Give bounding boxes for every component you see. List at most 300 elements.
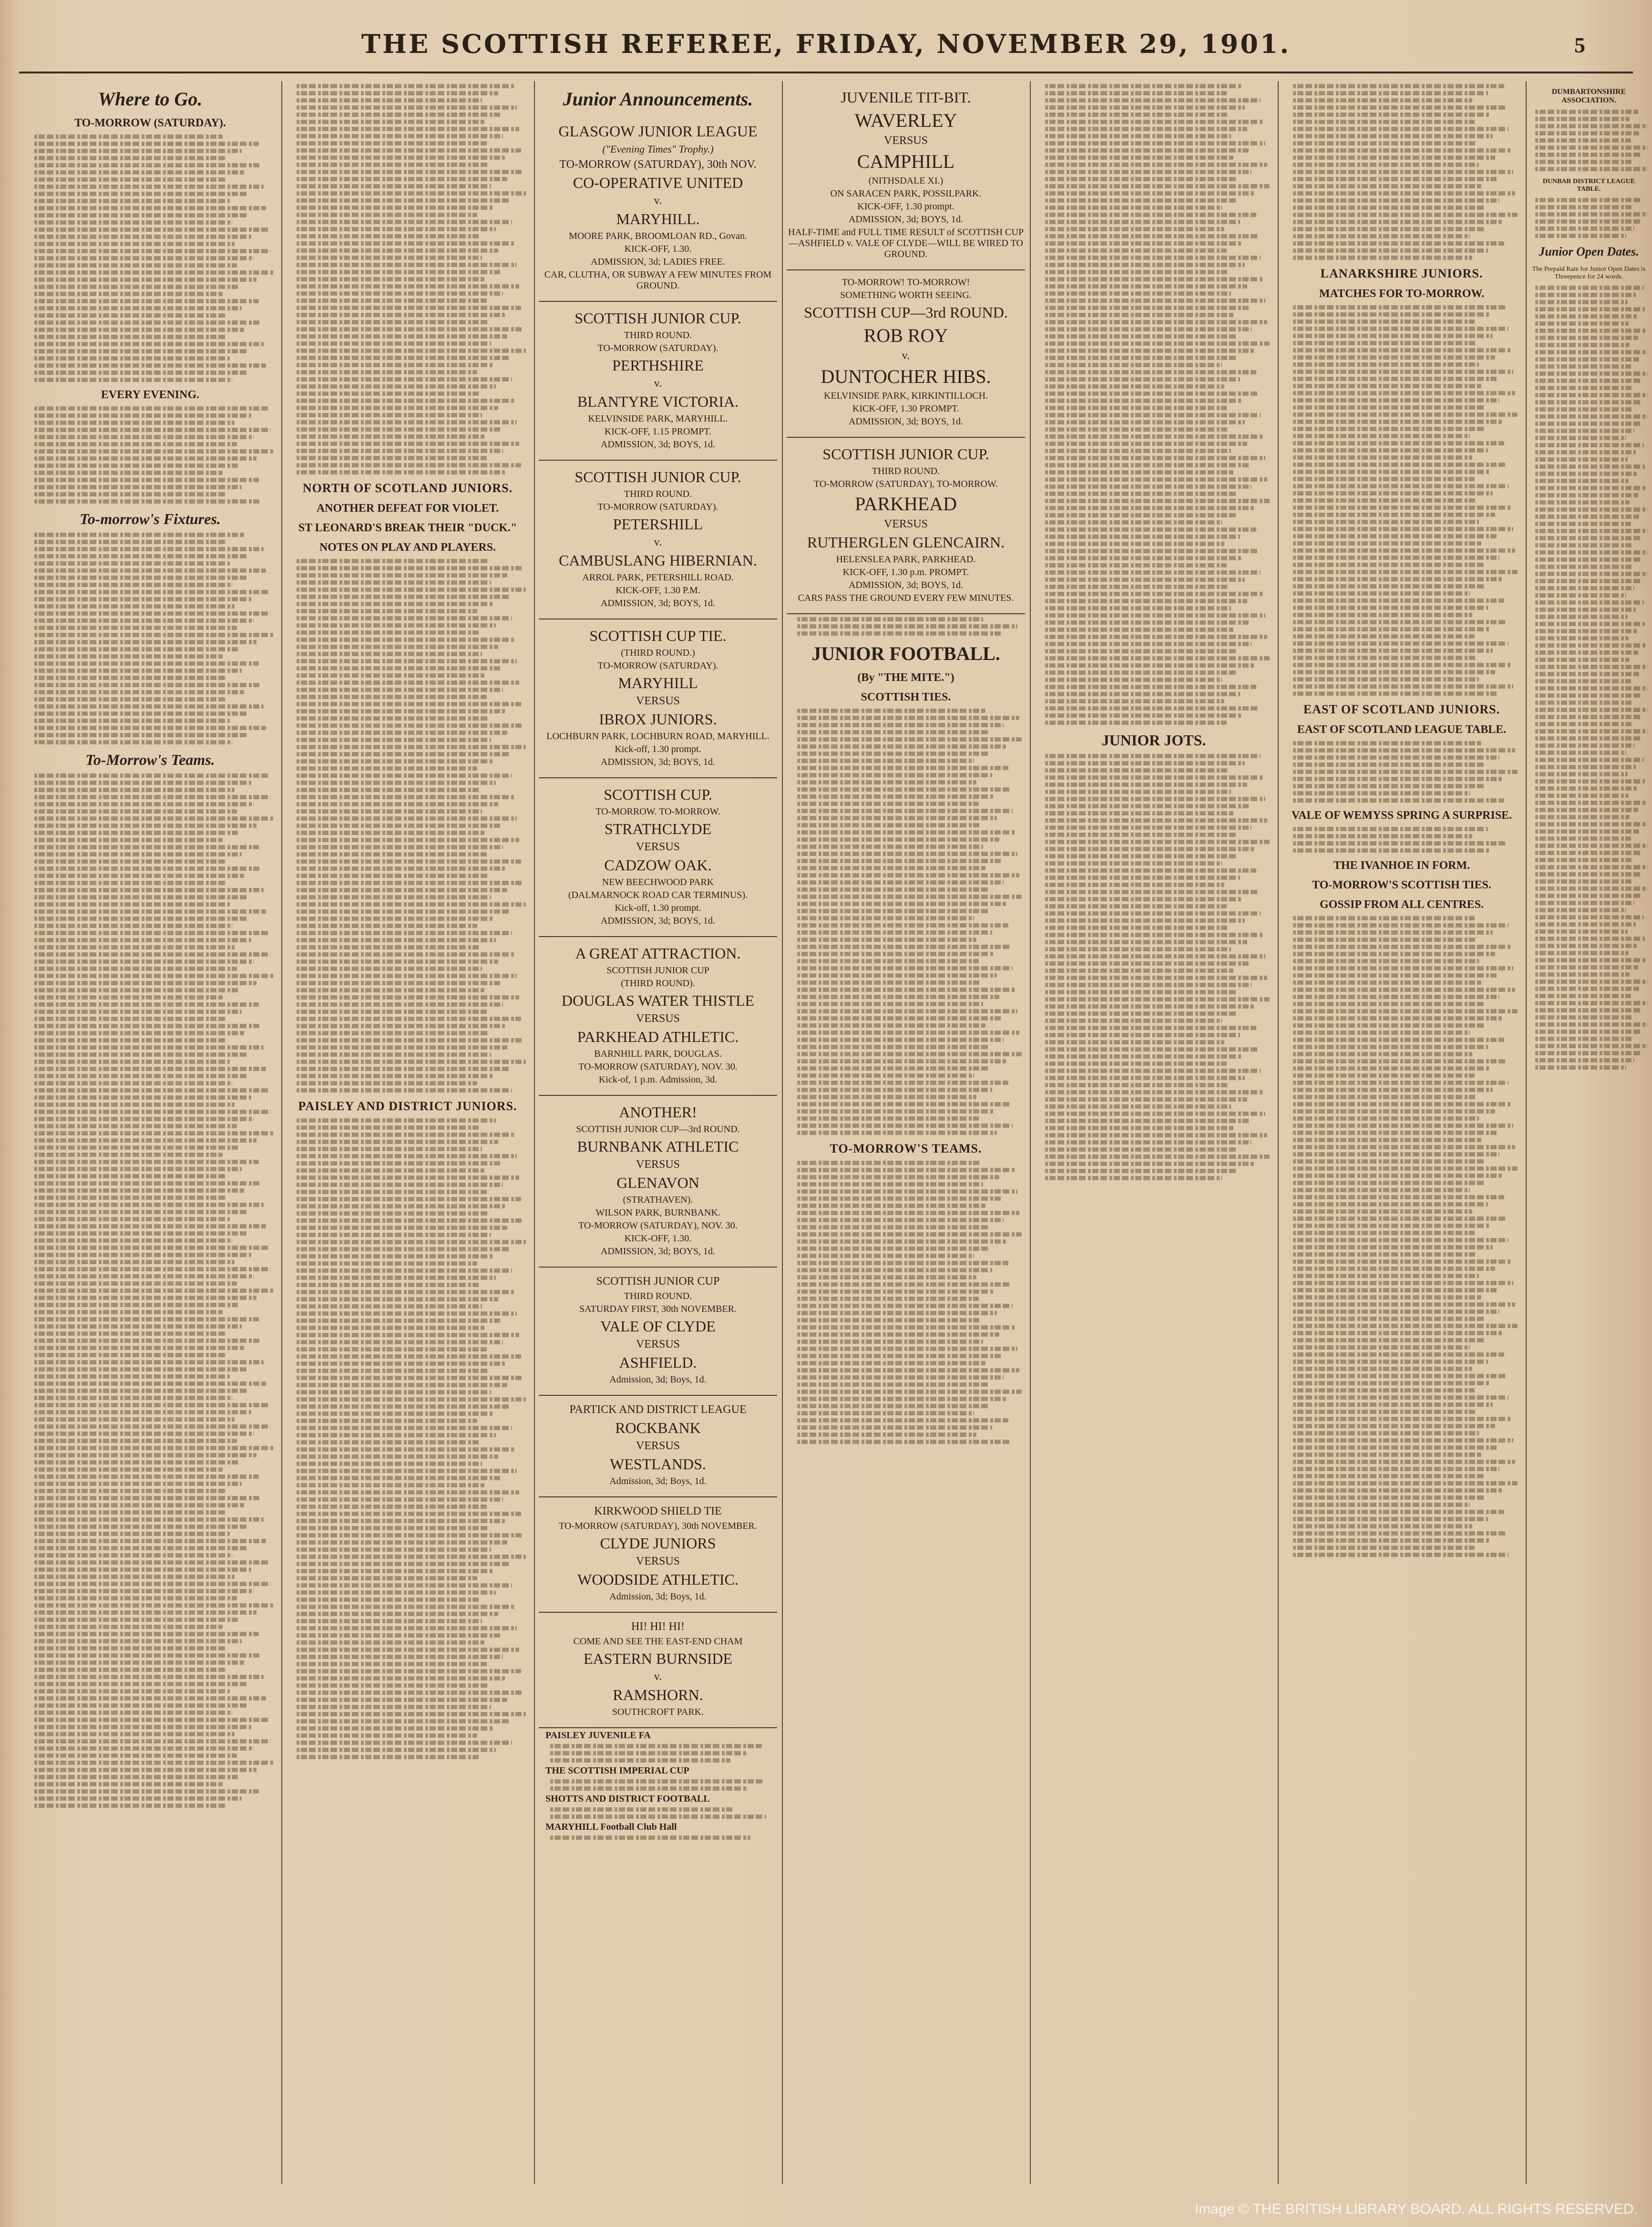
text-line bbox=[797, 923, 1008, 928]
text-line bbox=[1293, 1395, 1508, 1400]
text-line bbox=[297, 859, 521, 864]
ad-kickoff: KICK-OFF, 1.30. bbox=[624, 1233, 692, 1244]
text-line bbox=[1293, 677, 1479, 681]
text-line bbox=[1045, 549, 1258, 553]
text-line bbox=[1045, 754, 1261, 758]
text-line bbox=[297, 1161, 501, 1165]
text-line bbox=[34, 1196, 227, 1200]
text-line bbox=[1535, 198, 1642, 202]
text-line bbox=[1293, 484, 1508, 488]
text-line bbox=[1293, 988, 1515, 992]
text-line bbox=[1293, 1352, 1504, 1357]
text-line bbox=[1293, 370, 1513, 374]
ad-team-home: ROCKBANK bbox=[615, 1419, 701, 1436]
text-line bbox=[1045, 577, 1245, 582]
text-line bbox=[1045, 570, 1261, 575]
text-line bbox=[34, 421, 235, 425]
ad-team-home: ROB ROY bbox=[863, 325, 948, 346]
text-line bbox=[1045, 349, 1254, 353]
text-line bbox=[34, 1331, 225, 1336]
text-line bbox=[34, 1496, 261, 1500]
text-line bbox=[34, 809, 237, 814]
copyright-notice: Image © THE BRITISH LIBRARY BOARD. ALL RIGHTS RESERVED. bbox=[1194, 2201, 1638, 2217]
text-line bbox=[797, 859, 1001, 863]
text-line bbox=[34, 619, 254, 623]
ad-kickoff: KICK-OFF, 1.15 PROMPT. bbox=[604, 426, 712, 437]
text-line bbox=[797, 1189, 1017, 1194]
text-line bbox=[297, 1297, 498, 1301]
text-line bbox=[797, 1088, 992, 1092]
announcement-rob-roy bbox=[787, 270, 1025, 438]
upper-article bbox=[1040, 84, 1267, 725]
text-line bbox=[34, 1796, 242, 1801]
ad-round: THIRD ROUND. bbox=[872, 466, 940, 476]
text-line bbox=[34, 299, 259, 303]
text-line bbox=[797, 1425, 992, 1430]
text-line bbox=[1045, 990, 1236, 994]
text-line bbox=[797, 759, 974, 763]
text-line bbox=[297, 1276, 496, 1280]
ad-team-away: DUNTOCHER HIBS. bbox=[821, 366, 991, 387]
text-line bbox=[297, 688, 503, 692]
ad-title: SCOTTISH JUNIOR CUP. bbox=[822, 445, 989, 463]
text-line bbox=[1045, 363, 1222, 367]
text-line bbox=[34, 349, 246, 353]
text-line bbox=[34, 1424, 271, 1429]
text-line bbox=[297, 759, 493, 763]
text-line bbox=[1045, 890, 1258, 894]
text-line bbox=[1293, 91, 1488, 95]
ad-date: TO-MORROW (SATURDAY). bbox=[597, 343, 718, 353]
text-line bbox=[297, 1669, 521, 1673]
text-line bbox=[34, 1346, 244, 1350]
text-line bbox=[1045, 976, 1267, 980]
text-line bbox=[1293, 577, 1502, 581]
text-line bbox=[1293, 427, 1486, 431]
open-dates-list bbox=[1530, 286, 1647, 1070]
text-line bbox=[297, 141, 487, 145]
text-line bbox=[1293, 1467, 1499, 1471]
north-scotland-heading: NORTH OF SCOTLAND JUNIORS. bbox=[302, 481, 513, 495]
text-line bbox=[1535, 622, 1645, 626]
text-line bbox=[297, 1045, 507, 1050]
text-line bbox=[34, 156, 225, 160]
text-line bbox=[297, 731, 507, 735]
text-line bbox=[34, 1038, 227, 1042]
text-line bbox=[1293, 1045, 1488, 1049]
ad-round: THIRD ROUND. bbox=[624, 1291, 692, 1301]
text-line bbox=[797, 1116, 979, 1121]
text-line bbox=[297, 191, 526, 196]
text-line bbox=[1045, 399, 1242, 403]
text-line bbox=[1535, 234, 1626, 238]
text-line bbox=[1045, 783, 1247, 787]
text-line bbox=[1045, 120, 1263, 124]
ad-team-home: BURNBANK ATHLETIC bbox=[577, 1138, 739, 1155]
dunbar-table-caption: DUNBAR DISTRICT LEAGUE TABLE. bbox=[1542, 178, 1635, 193]
text-line bbox=[1293, 930, 1493, 935]
text-line bbox=[1045, 191, 1254, 196]
masthead bbox=[0, 29, 1652, 72]
text-line bbox=[34, 866, 261, 871]
text-line bbox=[1293, 980, 1481, 985]
text-line bbox=[797, 1023, 985, 1028]
text-line bbox=[297, 377, 512, 381]
ad-date: TO-MORROW (SATURDAY), NOV. 30. bbox=[578, 1062, 738, 1072]
text-line bbox=[1293, 1488, 1502, 1493]
text-line bbox=[297, 680, 519, 685]
text-line bbox=[1535, 751, 1626, 755]
ad-kickoff: Kick-off, 1.30 prompt. bbox=[615, 744, 701, 754]
text-line bbox=[1535, 515, 1639, 519]
text-line bbox=[1293, 398, 1499, 402]
text-line bbox=[550, 1786, 748, 1791]
text-line bbox=[297, 666, 501, 670]
text-line bbox=[1535, 665, 1647, 669]
text-line bbox=[1293, 1081, 1508, 1085]
text-line bbox=[297, 1397, 526, 1402]
text-line bbox=[34, 917, 249, 921]
announcement-waverley bbox=[787, 81, 1025, 270]
text-line bbox=[34, 1382, 266, 1386]
ad-admission: ADMISSION, 3d; BOYS, 1d. bbox=[848, 580, 964, 590]
text-line bbox=[1535, 1058, 1634, 1062]
text-line bbox=[297, 470, 505, 474]
text-line bbox=[34, 1596, 237, 1600]
text-line bbox=[1293, 563, 1484, 567]
text-line bbox=[34, 824, 257, 828]
text-line bbox=[797, 1411, 974, 1415]
ad-team-detail: (STRATHAVEN). bbox=[623, 1195, 693, 1205]
text-line bbox=[1535, 851, 1641, 855]
text-line bbox=[297, 420, 517, 424]
text-line bbox=[1535, 879, 1633, 884]
text-line bbox=[297, 1347, 487, 1351]
text-line bbox=[1293, 405, 1484, 410]
text-line bbox=[797, 1318, 981, 1322]
text-line bbox=[297, 1283, 480, 1287]
text-line bbox=[34, 371, 249, 375]
fixtures-listings bbox=[30, 533, 271, 744]
text-line bbox=[1535, 343, 1630, 347]
text-line bbox=[1535, 1037, 1633, 1041]
text-line bbox=[1293, 1453, 1481, 1457]
text-line bbox=[1045, 670, 1238, 675]
text-line bbox=[297, 1590, 496, 1595]
text-line bbox=[297, 616, 512, 620]
text-line bbox=[1045, 926, 1229, 930]
text-line bbox=[1535, 808, 1638, 812]
text-line bbox=[297, 1733, 477, 1738]
text-line bbox=[297, 327, 523, 331]
announcement-maryhill bbox=[539, 619, 777, 778]
text-line bbox=[1535, 579, 1642, 583]
text-line bbox=[34, 1703, 249, 1708]
text-line bbox=[1045, 442, 1247, 446]
text-line bbox=[297, 738, 491, 742]
text-line bbox=[1293, 184, 1481, 188]
text-line bbox=[297, 306, 521, 310]
dunbartonshire-heading: DUMBARTONSHIRE ASSOCIATION. bbox=[1551, 88, 1626, 104]
text-line bbox=[34, 492, 225, 496]
text-line bbox=[1293, 1338, 1486, 1342]
ad-venue: ARROL PARK, PETERSHILL ROAD. bbox=[582, 572, 734, 583]
text-line bbox=[1535, 1022, 1647, 1027]
ad-title: PARTICK AND DISTRICT LEAGUE bbox=[569, 1403, 747, 1416]
text-line bbox=[1535, 507, 1647, 512]
text-line bbox=[297, 952, 514, 957]
announcement-parkhead bbox=[787, 438, 1025, 614]
text-line bbox=[1045, 155, 1233, 160]
text-line bbox=[1045, 427, 1229, 432]
text-line bbox=[297, 573, 507, 577]
text-line bbox=[297, 263, 517, 267]
text-line bbox=[1045, 1047, 1258, 1052]
text-line bbox=[1293, 1209, 1472, 1214]
text-line bbox=[1293, 1481, 1518, 1485]
text-line bbox=[297, 1354, 521, 1359]
text-line bbox=[34, 1267, 271, 1271]
text-line bbox=[797, 887, 988, 892]
text-line bbox=[34, 988, 239, 992]
text-line bbox=[797, 1325, 1015, 1330]
text-line bbox=[1045, 599, 1247, 603]
text-line bbox=[1045, 790, 1231, 794]
text-line bbox=[797, 1225, 988, 1229]
text-line bbox=[797, 1297, 979, 1301]
paisley-heading: PAISLEY AND DISTRICT JUNIORS. bbox=[298, 1099, 517, 1113]
text-line bbox=[297, 781, 496, 785]
text-line bbox=[297, 1419, 477, 1423]
text-line bbox=[34, 1689, 230, 1693]
text-line bbox=[797, 1211, 1019, 1215]
text-line bbox=[1535, 887, 1647, 891]
text-line bbox=[797, 1404, 990, 1408]
text-line bbox=[1045, 954, 1265, 959]
text-line bbox=[1293, 362, 1479, 367]
text-line bbox=[1535, 536, 1641, 540]
text-line bbox=[1535, 922, 1636, 927]
text-line bbox=[1045, 384, 1224, 389]
ad-venue: NEW BEECHWOOD PARK bbox=[602, 877, 714, 887]
ad-admission: ADMISSION, 3d; BOYS, 1d. bbox=[600, 598, 716, 608]
text-line bbox=[34, 456, 257, 461]
ad-admission: ADMISSION, 3d; BOYS, 1d. bbox=[848, 214, 964, 225]
text-line bbox=[1535, 300, 1628, 304]
text-line bbox=[797, 816, 997, 820]
text-line bbox=[34, 852, 242, 856]
text-line bbox=[34, 1467, 223, 1472]
text-line bbox=[297, 1598, 480, 1602]
text-line bbox=[297, 1060, 526, 1064]
text-line bbox=[34, 485, 242, 489]
text-line bbox=[1535, 779, 1645, 784]
text-line bbox=[1293, 834, 1472, 838]
ad-kickoff: KICK-OFF, 1.30 P.M. bbox=[616, 585, 700, 596]
text-line bbox=[297, 1010, 487, 1014]
text-line bbox=[1535, 987, 1639, 991]
text-line bbox=[1045, 291, 1231, 296]
text-line bbox=[797, 966, 1013, 970]
text-line bbox=[1293, 412, 1518, 417]
text-line bbox=[797, 1282, 1010, 1287]
text-line bbox=[34, 1582, 271, 1586]
text-line bbox=[1293, 1267, 1495, 1271]
announcement-burnbank bbox=[539, 1096, 777, 1268]
text-line bbox=[34, 235, 251, 239]
text-line bbox=[797, 1232, 1022, 1237]
ad-kickoff: KICK-OFF, 1.30 prompt. bbox=[857, 201, 954, 212]
text-line bbox=[1045, 392, 1258, 396]
junior-jots-heading: JUNIOR JOTS. bbox=[1101, 732, 1206, 749]
text-line bbox=[797, 902, 1006, 906]
text-line bbox=[297, 1619, 482, 1623]
text-line bbox=[1535, 965, 1638, 969]
text-line bbox=[797, 1204, 985, 1208]
text-line bbox=[1535, 629, 1637, 633]
text-line bbox=[1535, 205, 1633, 209]
text-line bbox=[297, 98, 482, 103]
text-line bbox=[1045, 854, 1238, 858]
text-line bbox=[797, 752, 990, 756]
text-line bbox=[34, 1525, 246, 1529]
text-line bbox=[1535, 167, 1647, 171]
text-line bbox=[1293, 1546, 1475, 1550]
text-line bbox=[1293, 1224, 1490, 1228]
column-lanarkshire-east bbox=[1283, 81, 1521, 2184]
text-line bbox=[797, 830, 1015, 835]
text-line bbox=[1045, 506, 1254, 510]
text-line bbox=[797, 1340, 983, 1344]
text-line bbox=[297, 1440, 480, 1444]
text-line bbox=[297, 1175, 519, 1180]
text-line bbox=[1045, 840, 1270, 844]
text-line bbox=[1293, 1295, 1481, 1299]
text-line bbox=[297, 967, 482, 971]
text-line bbox=[1293, 945, 1511, 949]
text-line bbox=[34, 1761, 273, 1765]
ad-team-home: VALE OF CLYDE bbox=[600, 1318, 716, 1335]
text-line bbox=[1535, 593, 1626, 598]
text-line bbox=[34, 1589, 254, 1593]
text-line bbox=[34, 1324, 242, 1329]
text-line bbox=[1293, 1374, 1506, 1378]
text-line bbox=[1293, 1288, 1497, 1292]
text-line bbox=[797, 880, 1004, 885]
text-line bbox=[1535, 636, 1629, 640]
text-line bbox=[1293, 1088, 1493, 1092]
text-line bbox=[1045, 1040, 1224, 1044]
text-line bbox=[1293, 1016, 1502, 1021]
text-line bbox=[297, 1168, 484, 1173]
notice-maryhill-hall: MARYHILL Football Club Hall bbox=[545, 1822, 677, 1832]
text-line bbox=[1293, 441, 1504, 445]
text-line bbox=[1293, 784, 1486, 788]
text-line bbox=[34, 540, 227, 544]
announcement-petershill bbox=[539, 461, 777, 619]
text-line bbox=[1293, 320, 1475, 324]
text-line bbox=[297, 291, 503, 296]
text-line bbox=[797, 845, 983, 849]
text-line bbox=[34, 1453, 257, 1457]
text-line bbox=[1045, 1126, 1233, 1130]
text-line bbox=[34, 1138, 257, 1143]
ad-venue: ON SARACEN PARK, POSSILPARK. bbox=[830, 188, 982, 199]
ad-venue: KELVINSIDE PARK, MARYHILL. bbox=[588, 413, 728, 424]
text-line bbox=[1045, 1097, 1247, 1102]
text-line bbox=[1293, 763, 1484, 767]
ad-versus: v. bbox=[654, 536, 662, 548]
text-line bbox=[797, 837, 999, 842]
text-line bbox=[34, 802, 254, 806]
text-line bbox=[1293, 1345, 1470, 1350]
text-line bbox=[1045, 270, 1229, 274]
ad-kickoff: KICK-OFF, 1.30. bbox=[624, 244, 692, 254]
text-line bbox=[297, 752, 510, 756]
text-line bbox=[797, 1182, 983, 1186]
text-line bbox=[297, 1490, 519, 1495]
text-line bbox=[550, 1779, 764, 1784]
text-line bbox=[34, 902, 230, 907]
text-line bbox=[34, 499, 261, 504]
announcement-vale-of-clyde bbox=[539, 1268, 777, 1396]
text-line bbox=[297, 1390, 491, 1394]
text-line bbox=[34, 185, 264, 189]
text-line bbox=[297, 1426, 512, 1430]
text-line bbox=[297, 1433, 496, 1437]
text-line bbox=[34, 1103, 235, 1107]
text-line bbox=[1293, 1023, 1486, 1028]
text-line bbox=[1535, 729, 1647, 733]
text-line bbox=[1293, 1360, 1488, 1364]
text-line bbox=[1293, 923, 1508, 928]
text-line bbox=[34, 1067, 266, 1071]
text-line bbox=[1535, 722, 1633, 726]
text-line bbox=[297, 1017, 521, 1021]
upper-article bbox=[292, 84, 523, 474]
text-line bbox=[34, 220, 232, 225]
text-line bbox=[297, 938, 496, 942]
text-line bbox=[1293, 1503, 1470, 1507]
text-line bbox=[297, 1748, 496, 1752]
text-line bbox=[797, 716, 1019, 720]
text-line bbox=[34, 909, 266, 914]
text-line bbox=[1293, 1445, 1497, 1450]
text-line bbox=[1045, 692, 1240, 696]
ad-versus: VERSUS bbox=[883, 518, 928, 530]
text-line bbox=[34, 959, 254, 964]
text-line bbox=[1535, 500, 1630, 505]
text-line bbox=[797, 1031, 1019, 1035]
text-line bbox=[1045, 220, 1240, 224]
text-line bbox=[1293, 520, 1479, 524]
text-line bbox=[1045, 98, 1261, 103]
text-line bbox=[797, 823, 981, 827]
text-line bbox=[34, 740, 232, 744]
text-line bbox=[297, 802, 498, 806]
text-line bbox=[797, 1375, 1004, 1380]
text-line bbox=[1045, 592, 1263, 596]
text-line bbox=[34, 320, 261, 325]
text-line bbox=[797, 1131, 997, 1135]
text-line bbox=[34, 1460, 239, 1464]
ad-team-away: WESTLANDS. bbox=[610, 1455, 706, 1473]
text-line bbox=[1045, 413, 1261, 417]
text-line bbox=[34, 647, 239, 651]
column-divider bbox=[782, 81, 783, 2184]
text-line bbox=[1045, 356, 1238, 360]
ad-kickoff: Kick-of, 1 p.m. Admission, 3d. bbox=[598, 1074, 718, 1085]
